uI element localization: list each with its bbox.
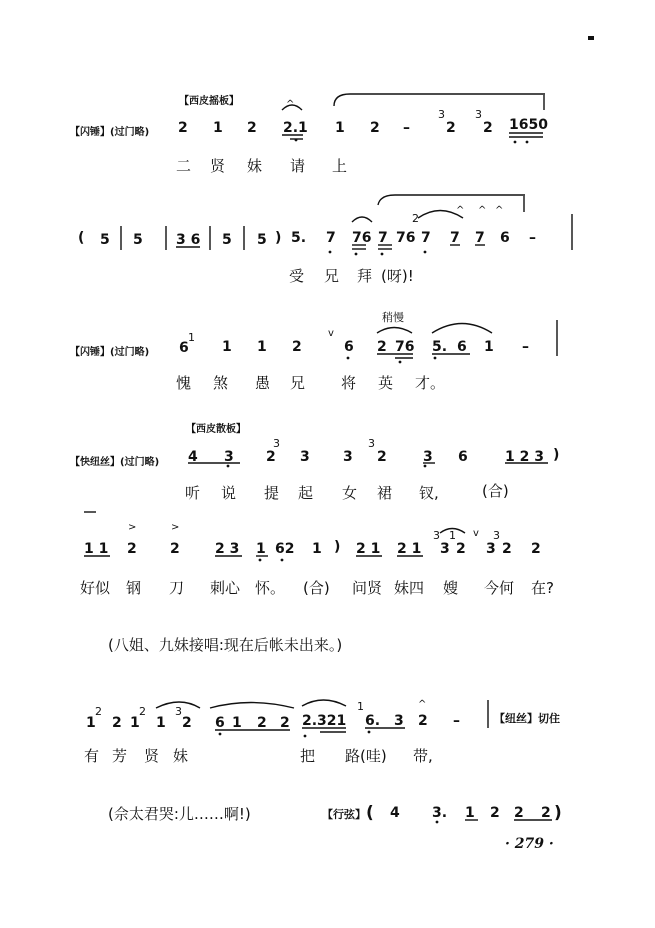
note: 6 [457,339,467,355]
grace-note: 3 [493,529,500,542]
close-paren: ) [553,447,560,463]
note: 2 [178,120,188,136]
dash: – [522,339,529,355]
note: 2.1 [283,120,308,136]
note: 1 2 3 [505,449,544,465]
note: 2 [541,805,551,821]
lyric: 裙 [377,484,393,502]
lyric: (呀)! [381,267,414,285]
close-paren: ) [334,539,341,555]
note: 2 [514,805,524,821]
note: 3 [423,449,433,465]
note: 2 [456,541,466,557]
lyric: 兄 [324,267,340,285]
svg-text:^: ^ [418,699,427,710]
lyric: 女 [342,484,358,502]
note: 1 [335,120,345,136]
lyric: 钗, [419,484,439,502]
note: 2 [370,120,380,136]
lyric: 起 [298,484,314,502]
lyric: 请 [290,157,306,175]
grace-note: 1 [357,700,364,713]
lyric: 钢 [126,579,142,597]
dash: – [453,713,460,729]
grace-note: 3 [175,705,182,718]
niusi-label: 【纽丝】切住 [494,712,560,725]
lyric: 说 [221,484,237,502]
page-number: · 279 · [505,836,554,852]
svg-text:^: ^ [478,205,487,216]
note: 1 [312,541,322,557]
system1-prefix: 【闪锤】(过门略) [70,127,150,138]
note: 6 [179,340,189,356]
lyric: (合) [303,579,330,597]
note: 2 [182,715,192,731]
note: 3 [224,449,234,465]
tempo-marking: 稍慢 [382,311,404,324]
note: 3 [394,713,404,729]
grace-note: 3 [438,108,445,121]
note: 6 [344,339,354,355]
lyric: 有 [84,747,100,765]
note: 76 [395,339,415,355]
note: 1 [256,541,266,557]
lyric: 受 [289,267,305,285]
note: 7 [326,230,336,246]
note: 4 [390,805,400,821]
note: 2 3 [215,541,240,557]
note: 1 [213,120,223,136]
note: 5 [133,232,143,248]
note: 1 [222,339,232,355]
note: 2 1 [356,541,381,557]
lyric: 二 [176,157,192,175]
grace-note: 3 [273,437,280,450]
grace-note: 2 [412,212,419,225]
note: 2 [490,805,500,821]
note: 2 [247,120,257,136]
lyric: 贤 [210,157,226,175]
note: 2 [292,339,302,355]
lyric: 好似 [80,579,111,597]
svg-text:>: > [128,522,137,533]
open-paren: ( [366,803,374,823]
note: 7 [450,230,460,246]
spoken-line: (佘太君哭:儿……啊!) [108,805,251,823]
lyric: 怀。 [255,579,286,597]
close-paren: ) [275,230,282,246]
note: 6 [458,449,468,465]
lyric: 贤 [144,747,160,765]
spoken-line: (八姐、九妹接唱:现在后帐未出来。) [108,636,343,654]
lyric: 英 [378,374,394,392]
note: 1650 [509,117,548,133]
note: 2 [418,713,428,729]
lyric: 煞 [213,374,229,392]
note: 2 [266,449,276,465]
note: 1 [465,805,475,821]
note: 2 [446,120,456,136]
note: 2 [531,541,541,557]
note: 2 [127,541,137,557]
open-paren: ( [78,230,85,246]
dash: – [403,120,410,136]
close-paren: ) [554,803,562,823]
note: 3 [343,449,353,465]
mode-label-xipi-sanban: 【西皮散板】 [186,424,246,435]
system4-prefix: 【快纽丝】(过门略) [70,457,160,468]
dash: – [529,230,536,246]
note: 76 [352,230,372,246]
lyric: 才。 [415,374,446,392]
grace-note: 2 [95,705,102,718]
lyric: 在? [531,579,554,597]
lyric: 拜 [357,267,373,285]
note: 2 [112,715,122,731]
grace-note: 3 [433,529,440,542]
note: 5 [100,232,110,248]
lyric: 把 [300,747,316,765]
note: 7 [378,230,388,246]
note: 62 [275,541,295,557]
note: 5 [257,232,267,248]
note: 7 [421,230,431,246]
lyric: 妹四 [394,579,425,597]
note: 1 1 [84,541,109,557]
note: 5 [222,232,232,248]
note: 2.321 [302,713,347,729]
system3-prefix: 【闪锤】(过门略) [70,347,150,358]
svg-text:^: ^ [495,205,504,216]
note: 2 [377,339,387,355]
svg-text:v: v [473,528,479,539]
lyric: (合) [482,482,509,500]
note: 2 [257,715,267,731]
note: 5. [291,230,307,246]
lyric: 妹 [173,747,189,765]
svg-text:v: v [328,328,334,339]
grace-note: 2 [139,705,146,718]
lyric: 今何 [484,579,515,597]
lyric: 愚 [255,374,271,392]
svg-text:^: ^ [286,99,295,110]
grace-note: 1 [188,331,195,344]
note: 3 [486,541,496,557]
note: 4 [188,449,198,465]
lyric: 路(哇) [345,747,387,765]
note: 2 [280,715,290,731]
note: 76 [396,230,416,246]
note: 5. [432,339,448,355]
note: 1 [257,339,267,355]
note: 6 [215,715,225,731]
note: 6. [365,713,381,729]
note: 1 [232,715,242,731]
lyric: 嫂 [443,579,459,597]
lyric: 兄 [290,374,306,392]
note: 3. [432,805,448,821]
lyric: 问贤 [352,579,383,597]
svg-text:>: > [171,522,180,533]
xingxian-label: 【行弦】 [322,808,366,821]
note: 7 [475,230,485,246]
lyric: 芳 [112,747,128,765]
note: 6 [500,230,510,246]
note: 2 1 [397,541,422,557]
note: 1 [86,715,96,731]
grace-note: 3 [475,108,482,121]
note: 3 6 [176,232,201,248]
lyric: 带, [413,747,433,765]
lyric: 提 [264,484,280,502]
note: 2 [502,541,512,557]
lyric: 将 [341,374,357,392]
lyric: 刀 [169,579,185,597]
lyric: 上 [332,157,348,175]
note: 1 [156,715,166,731]
note: 2 [377,449,387,465]
note: 3 [300,449,310,465]
note: 2 [483,120,493,136]
lyric: 愧 [176,374,192,392]
grace-note: 3 [368,437,375,450]
lyric: 刺心 [210,579,241,597]
lyric: 妹 [247,157,263,175]
mode-label-xipi-yaoban: 【西皮摇板】 [179,96,239,107]
note: 2 [170,541,180,557]
grace-note: 1 [449,529,456,542]
svg-text:^: ^ [456,205,465,216]
note: 1 [484,339,494,355]
note: 1 [130,715,140,731]
lyric: 听 [185,484,201,502]
note: 3 [440,541,450,557]
